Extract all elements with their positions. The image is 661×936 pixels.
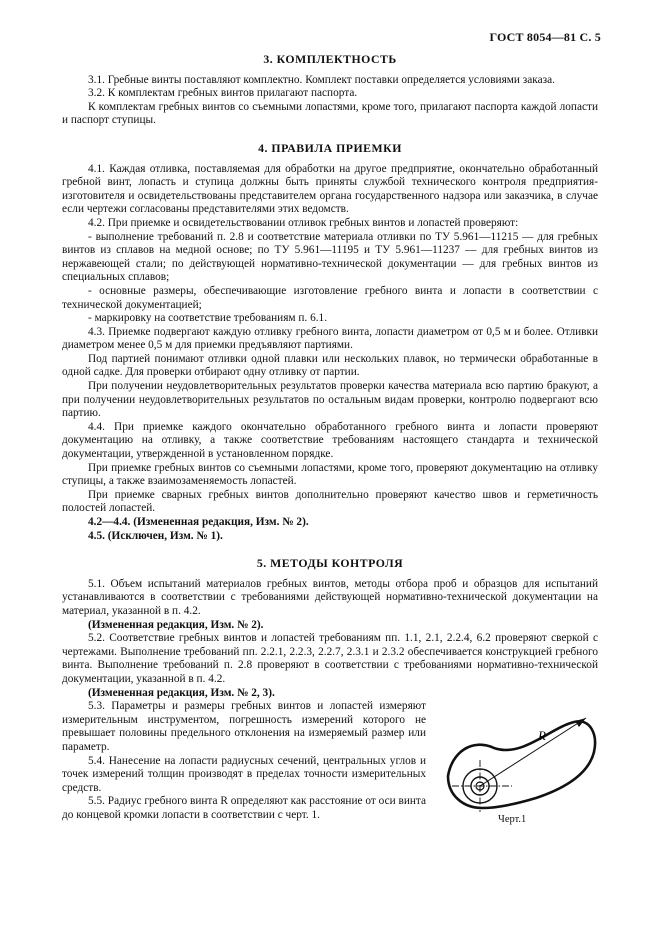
paragraph: 4.2. При приемке и освидетельствовании отливок гребных винтов и лопастей проверяют: [88, 216, 519, 229]
page-header: ГОСТ 8054—81 С. 5 [489, 30, 601, 44]
amendment-note: (Измененная редакция, Изм. № 2, 3). [88, 686, 275, 699]
figure-wrap-block [62, 700, 598, 826]
figure-1 [438, 704, 598, 832]
propeller-blade-drawing [438, 704, 598, 812]
paragraph: При приемке гребных винтов со съемными лопастями, кроме того, проверяют документацию на отливку ступицы, а также взаимозаменяемость лопастей. [62, 461, 598, 488]
paragraph: 5.3. Параметры и размеры гребных винтов и лопастей измеряют измерительным инструментом, погрешность измерений которого не превышает половины предельного отклонения на измеряемый размер или параметр. [62, 700, 426, 753]
paragraph: 5.1. Объем испытаний материалов гребных винтов, методы отбора проб и образцов для испытаний устанавливаются в соответствии с требованиями действующей нормативно-технической документации на материал, указанной в п. 4.2. [62, 577, 598, 617]
amendment-note: 4.5. (Исключен, Изм. № 1). [88, 529, 223, 542]
paragraph: Под партией понимают отливки одной плавки или нескольких плавок, но термически обработанные в одной садке. Для проверки отбирают одну отливку от партии. [62, 352, 598, 379]
paragraph: 5.5. Радиус гребного винта R определяют как расстояние от оси винта до концевой кромки лопасти в соответствии с черт. 1. [62, 795, 426, 821]
paragraph: 4.1. Каждая отливка, поставляемая для обработки на другое предприятие, окончательно обработанный гребной винт, лопасть и ступица должны быть приняты службой технического контроля предприятия-изготовителя и освидетельствованы представителем органа государственного надзора или заказчика, в случае если чертежи согласованы представителями этих ведомств. [62, 162, 598, 216]
figure-caption: Черт.1 [498, 814, 527, 826]
radius-label: R [538, 728, 546, 744]
paragraph: 3.2. К комплектам гребных винтов прилагают паспорта. [88, 87, 358, 100]
page-content [62, 52, 598, 826]
paragraph: 5.2. Соответствие гребных винтов и лопастей требованиям пп. 1.1, 2.1, 2.2.4, 6.2 проверяют сверкой с чертежами. Выполнение требований пп. 2.2.1, 2.2.3, 2.2.7, 2.3.1 и 2.3.2 обеспечивается конструкцией гребного винта. Выполнение требований п. 2.8 проверяют в соответствии с требованиями нормативно-технической документации, указанной в п. 4.2. [62, 632, 598, 685]
amendment-note: (Измененная редакция, Изм. № 2). [88, 618, 264, 631]
paragraph: При приемке сварных гребных винтов дополнительно проверяют качество швов и герметичность полостей лопастей. [62, 488, 598, 515]
section-5-title: 5. МЕТОДЫ КОНТРОЛЯ [256, 556, 404, 571]
paragraph: 4.3. Приемке подвергают каждую отливку гребного винта, лопасти диаметром от 0,5 м и более. Отливки диаметром менее 0,5 м для приемки предъявляют партиями. [62, 325, 598, 352]
paragraph: При получении неудовлетворительных результатов проверки качества материала всю партию бракуют, а при получении неудовлетворительных результатов по остальным видам проверки, контролю подвергают всю партию. [62, 380, 598, 420]
paragraph: 4.4. При приемке каждого окончательно обработанного гребного винта и лопасти проверяют документацию на отливку, а также соответствие требованиям настоящего стандарта и технической документации, утвержденной в установленном порядке. [62, 420, 598, 461]
paragraph: 3.1. Гребные винты поставляют комплектно. Комплект поставки определяется условиями заказа. [88, 73, 555, 86]
section-4-title: 4. ПРАВИЛА ПРИЕМКИ [258, 140, 402, 155]
paragraph: 5.4. Нанесение на лопасти радиусных сечений, центральных углов и точек измерений толщин производят в пределах точности измерительных средств. [62, 754, 426, 794]
paragraph: - маркировку на соответствие требованиям п. 6.1. [88, 312, 328, 325]
paragraph: - выполнение требований п. 2.8 и соответствие материала отливки по ТУ 5.961—11215 — для гребных винтов из сплавов на медной основе; по ТУ 5.961—11195 и ТУ 5.961—11237 — для гребных винтов из нержавеющей стали; по действующей нормативно-технической документации — для гребных винтов из специальных сплавов; [62, 230, 598, 284]
section-3-title: 3. КОМПЛЕКТНОСТЬ [263, 52, 397, 66]
paragraph: - основные размеры, обеспечивающие изготовление гребного винта и лопасти в соответствии с технической документацией; [62, 284, 598, 311]
amendment-note: 4.2—4.4. (Измененная редакция, Изм. № 2). [88, 516, 309, 528]
paragraph: К комплектам гребных винтов со съемными лопастями, кроме того, прилагают паспорта каждой лопасти и паспорт ступицы. [62, 100, 598, 127]
